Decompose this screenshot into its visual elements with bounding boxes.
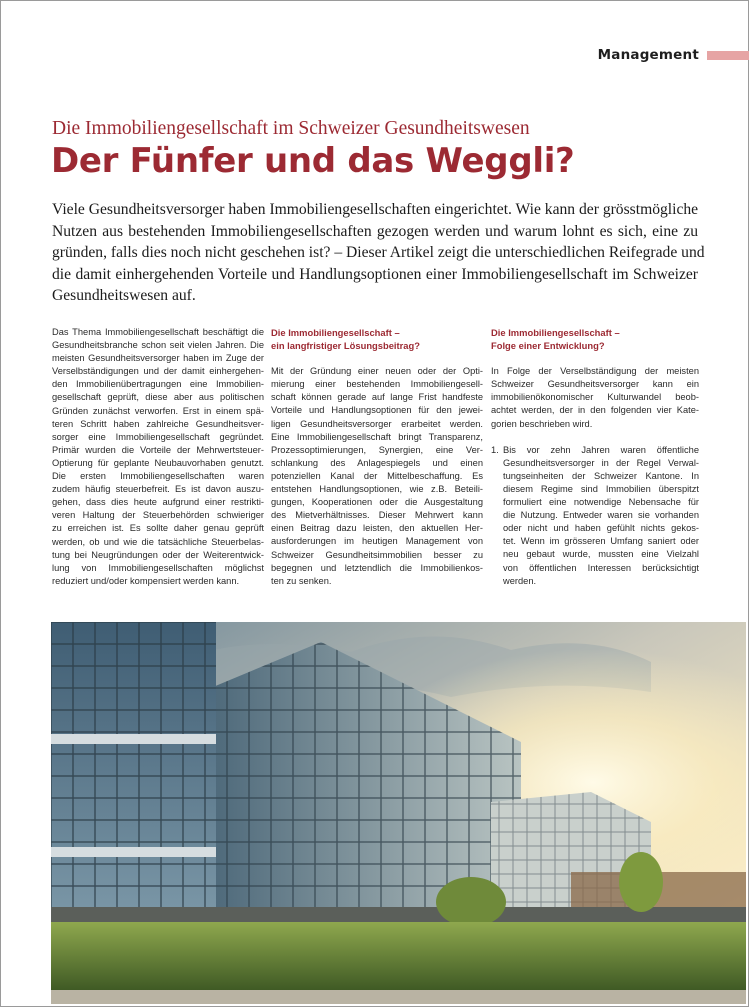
body-line: schaft können gerade auf lange Frist handfeste [271,392,483,403]
body-line: Gesundheitsversorger in der Regel Verwal- [503,457,699,468]
body-line: gehen, dass dies heute aufgrund einer restrikti- [52,497,264,508]
body-line: tung bei Neugründungen oder der Weiterentwick- [52,549,264,560]
body-line: ausforderungen im heutigen Management von [271,536,483,547]
subheading: Folge einer Entwicklung? [491,340,605,352]
article-lead [52,199,705,307]
body-line: die Nutzung. Entweder waren sie vorhanden [503,510,699,521]
article-title: Der Fünfer und das Weggli? [51,141,575,181]
subheading: Die Immobiliengesellschaft – [271,327,400,338]
body-line: In Folge der Verselbständigung der meisten [491,366,699,377]
body-line: Gründen zunächst verworfen. Erst in einem spä- [52,405,264,416]
section-accent-bar [707,51,749,60]
body-line: gorien beschrieben wird. [491,418,593,429]
body-column-1 [52,326,264,588]
article-kicker: Die Immobiliengesellschaft im Schweizer Gesundheitswesen [52,118,530,139]
body-line: immobilienökonomischer Kulturwandel beob- [491,392,699,403]
body-line: Mit der Gründung einer neuen oder der Opti- [271,366,483,377]
body-line: sorger eine Immobiliengesellschaft gegründet. [52,431,264,442]
body-line: schlankung des Anlagespiegels und einen [271,457,483,468]
body-column-3 [491,326,699,588]
lead-line: gründen, falls dies noch nicht geschehen ist? – Dieser Artikel zeigt die unterschiedlichen Reifegrade und [52,244,705,262]
body-line: potenziellen Kanal der Mittelbeschaffung. Es [271,470,483,481]
body-line: Primär wurden die Vorteile der Mehrwertsteuer- [52,444,264,455]
body-line: lung von Immobiliengesellschaften möglichst [52,562,264,573]
body-line: gungen, Kooperationen oder die Ausgestaltung [271,497,483,508]
body-line: tungseinheiten der Schweizer Kantone. In [503,470,699,481]
body-line: Bis vor zehn Jahren waren öffentliche [503,444,699,455]
body-line: des Mietverhältnisses. Dieser Mehrwert kann [271,510,483,521]
body-line: ten zu senken. [271,575,332,586]
body-line: ligen Gesundheitsversorger erarbeitet werden. [271,418,483,429]
lead-line: die damit einhergehenden Vorteile und Handlungsoptionen einer Immobiliengesellschaft im Schweizer [52,265,698,283]
body-line: gesellschaft geprüft, diese aber aus politischen [52,392,264,403]
lead-line: Viele Gesundheitsversorger haben Immobiliengesellschaften eingerichtet. Wie kann der grösstmögliche [52,201,699,218]
body-line: Prozessoptimierungen, Synergien, eine Ver- [271,444,483,455]
spacer [491,431,699,444]
body-line: neu gebaut wurde, mussten eine Vielzahl [503,549,699,560]
body-line: meisten Gesundheitsversorger haben im Zuge der [52,353,264,364]
body-line: den Immobilienübertragungen eine Immobilien- [52,379,264,390]
body-column-2 [271,326,483,588]
body-line: einen Beitrag dazu leisten, den aktuellen Her- [271,523,483,534]
body-line: mierung einer bestehenden Immobiliengesell- [271,379,483,390]
office-building-illustration [51,622,746,1004]
body-line: Gesundheitsbranche schon seit vielen Jahren. Die [52,340,264,351]
body-line: entstehen Handlungsoptionen, wie z.B. Beteili- [271,484,483,495]
lead-line: Gesundheitswesen auf. [52,287,196,305]
body-line: achtet werden, der in den folgenden vier Kate- [491,405,699,416]
article-photo [51,622,746,1004]
section-label: Management [597,47,699,63]
body-line: Die ersten Immobiliengesellschaften waren [52,471,264,482]
body-line: Schweizer Gesundheitsimmobilien besser zu [271,549,483,560]
subheading: ein langfristiger Lösungsbeitrag? [271,340,420,352]
subheading: Die Immobiliengesellschaft – [491,327,620,338]
list-item-number: 1. [491,444,499,455]
body-line: diesem Regime sind Immobilien überspitzt [503,483,699,494]
body-line: werden. [503,575,537,586]
body-line: teren Schritt haben zahlreiche Gesundheitsver- [52,418,264,429]
list-item [491,444,699,588]
body-line: Eine Immobiliengesellschaft bringt Transparenz, [271,431,483,442]
body-line: Verselbständigungen und der damit einhergehen- [52,366,264,377]
spacer [271,352,483,365]
body-line: zudem häufig steuerbefreit. Es ist davon auszu- [52,484,264,495]
body-line: reduziert und/oder kompensiert werden kann. [52,575,240,586]
body-line: Schweizer Gesundheitsversorger kann ein [491,379,699,390]
body-line: oder nicht und haben gefühlt nichts gekos- [503,523,699,534]
body-line: werden, ob und wie die tatsächliche Steuerbelas- [52,536,264,547]
body-line: Vorteile und Handlungsoptionen für den jewei- [271,405,483,416]
spacer [491,352,699,365]
body-line: begegnen und letztendlich die Immobilienkos- [271,562,483,573]
body-line: tet. Wenn im grösseren Umfang saniert oder [503,536,699,547]
body-line: Optierung für geplante Neubauvorhaben genutzt. [52,457,264,468]
body-line: veren Haltung der Steuerbehörden schwieriger [52,510,264,521]
body-line: formuliert eine notwendige Nebensache für [503,497,699,508]
lead-line: Nutzen aus bestehenden Immobiliengesellschaften gezogen werden und warum lohnt es sich, eine zu [52,222,698,240]
body-line: Das Thema Immobiliengesellschaft beschäftigt die [52,327,264,337]
body-line: zu erreichen ist. Es sollte daher genau geprüft [52,523,264,534]
body-line: von öffentlichen Interessen berücksichtigt [503,562,699,573]
